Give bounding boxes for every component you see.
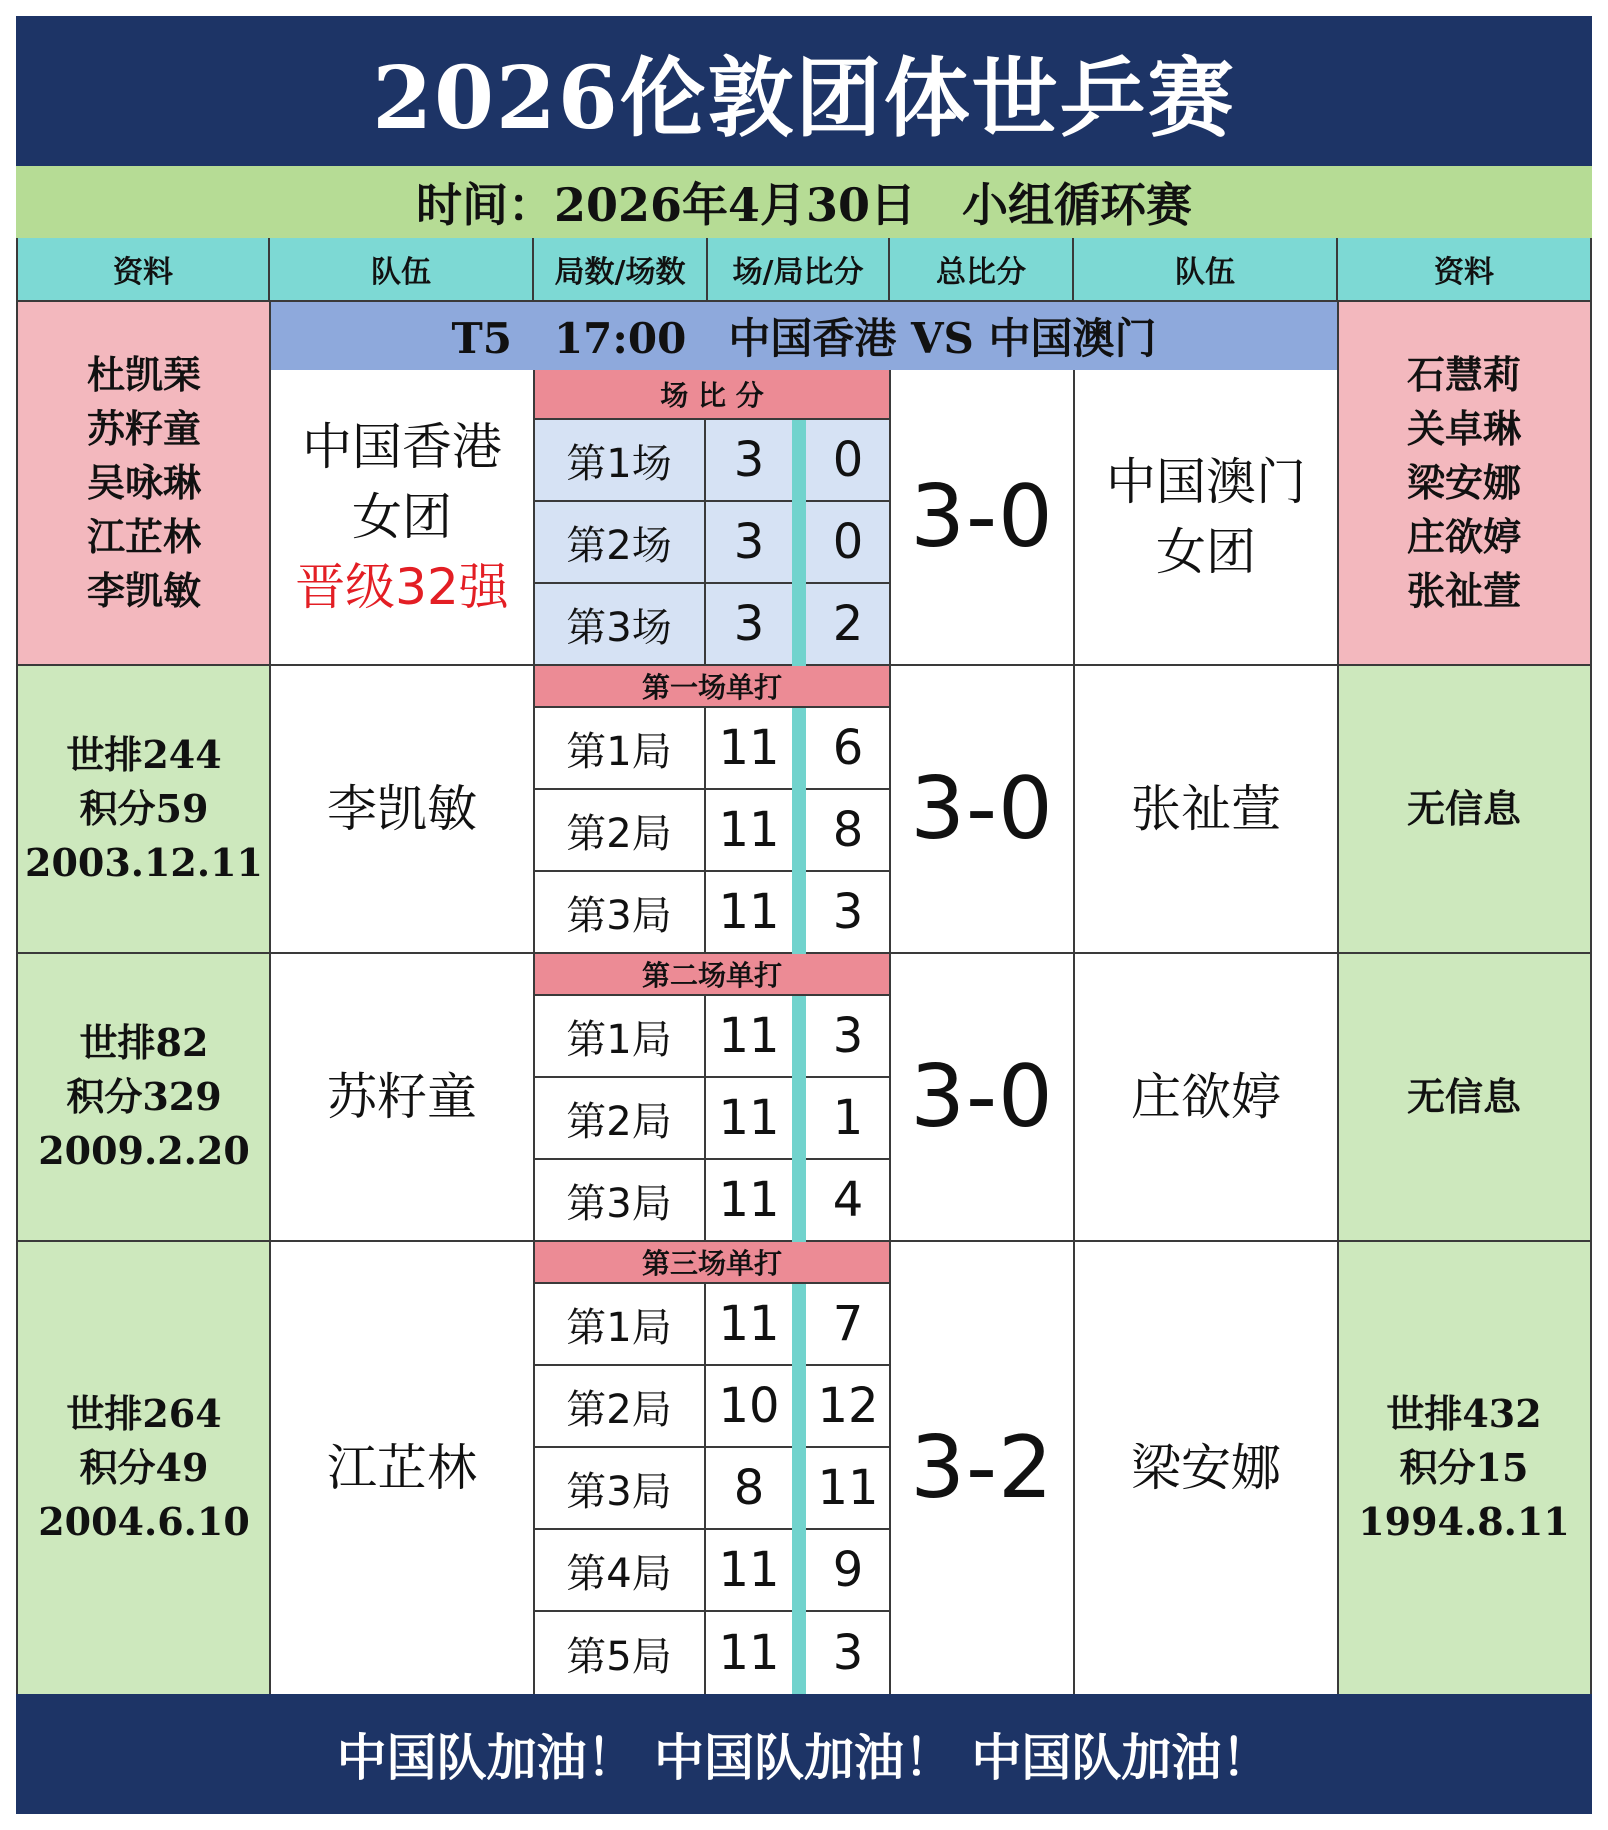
player-name-left: 苏籽童 bbox=[270, 954, 534, 1242]
player-name-right: 庄欲婷 bbox=[1074, 954, 1338, 1242]
right-team-roster: 石慧莉 关卓琳 梁安娜 庄欲婷 张祉萱 bbox=[1338, 302, 1592, 666]
game-label: 第2局 bbox=[534, 790, 706, 872]
left-team-name: 中国香港 bbox=[302, 418, 502, 476]
player-info-right: 无信息 bbox=[1338, 954, 1592, 1242]
match-row-score-right: 0 bbox=[806, 502, 890, 584]
match-row-label: 第2场 bbox=[534, 502, 706, 584]
match-row-score-right: 0 bbox=[806, 420, 890, 502]
game-label: 第2局 bbox=[534, 1366, 706, 1448]
singles-title: 第二场单打 bbox=[534, 954, 890, 996]
match-row-label: 第1场 bbox=[534, 420, 706, 502]
game-score-left: 11 bbox=[706, 996, 792, 1078]
singles-total-score: 3-2 bbox=[910, 1418, 1054, 1518]
game-score-right: 3 bbox=[806, 996, 890, 1078]
game-label: 第3局 bbox=[534, 872, 706, 954]
game-score-right: 3 bbox=[832, 1625, 864, 1681]
player-name-left: 李凯敏 bbox=[270, 666, 534, 954]
game-score-right: 1 bbox=[806, 1078, 890, 1160]
header-team-right: 队伍 bbox=[1074, 238, 1338, 302]
game-label: 第3局 bbox=[534, 1448, 706, 1530]
left-team-roster: 杜凯琹 苏籽童 吴咏琳 江芷林 李凯敏 bbox=[16, 302, 270, 666]
grid-line bbox=[889, 370, 891, 1694]
game-label: 第1局 bbox=[534, 996, 706, 1078]
game-score-left: 11 bbox=[706, 1284, 792, 1366]
left-team-type: 女团 bbox=[352, 488, 452, 546]
game-score-right: 6 bbox=[806, 708, 890, 790]
header-total-score: 总比分 bbox=[890, 238, 1074, 302]
game-score-left: 11 bbox=[706, 1530, 792, 1612]
player-info-right: 世排432 积分15 1994.8.11 bbox=[1338, 1242, 1592, 1694]
match-row-score-left: 3 bbox=[706, 502, 792, 584]
grid-line bbox=[269, 302, 271, 1694]
game-score-right: 11 bbox=[806, 1448, 890, 1530]
grid-line bbox=[533, 370, 535, 1694]
game-score-left: 11 bbox=[718, 1625, 780, 1681]
right-team-type: 女团 bbox=[1156, 523, 1256, 581]
game-score-left: 11 bbox=[706, 790, 792, 872]
right-team-name: 中国澳门 bbox=[1106, 453, 1306, 511]
player-info-left: 世排82 积分329 2009.2.20 bbox=[16, 954, 270, 1242]
game-label: 第3局 bbox=[534, 1160, 706, 1242]
player-name-right: 梁安娜 bbox=[1131, 1439, 1281, 1497]
match-row-score-right: 2 bbox=[806, 584, 890, 666]
game-score-left: 11 bbox=[706, 1160, 792, 1242]
grid-line bbox=[1337, 302, 1339, 1694]
header-info-right: 资料 bbox=[1338, 238, 1592, 302]
game-score-right: 9 bbox=[806, 1530, 890, 1612]
header-info-left: 资料 bbox=[16, 238, 270, 302]
match-row-score-left: 3 bbox=[706, 420, 792, 502]
game-score-right: 8 bbox=[806, 790, 890, 872]
player-info-right: 无信息 bbox=[1338, 666, 1592, 954]
game-label: 第4局 bbox=[534, 1530, 706, 1612]
game-score-left: 10 bbox=[706, 1366, 792, 1448]
score-divider bbox=[792, 708, 806, 954]
game-label: 第5局 bbox=[534, 1612, 706, 1694]
game-score-left: 11 bbox=[706, 1078, 792, 1160]
match-row-score-left: 3 bbox=[706, 584, 792, 666]
subtitle-bar: 时间：2026年4月30日 小组循环赛 bbox=[16, 166, 1592, 238]
game-score-right: 7 bbox=[806, 1284, 890, 1366]
page-title: 2026伦敦团体世乒赛 bbox=[16, 16, 1592, 166]
singles-total-score: 3-0 bbox=[890, 666, 1074, 954]
score-divider bbox=[792, 420, 806, 666]
game-score-left: 8 bbox=[706, 1448, 792, 1530]
qualified-status: 晋级32强 bbox=[295, 558, 509, 616]
game-score-right: 12 bbox=[806, 1366, 890, 1448]
match-row-label: 第3场 bbox=[534, 584, 706, 666]
game-label: 第2局 bbox=[534, 1078, 706, 1160]
right-team-cell bbox=[1074, 370, 1338, 666]
game-score-left: 11 bbox=[706, 708, 792, 790]
header-game-score: 场/局比分 bbox=[708, 238, 890, 302]
score-divider bbox=[792, 1284, 806, 1694]
header-team-left: 队伍 bbox=[270, 238, 534, 302]
match-header: T5 17:00 中国香港 VS 中国澳门 bbox=[270, 302, 1338, 370]
left-team-cell bbox=[270, 370, 534, 666]
player-info-left: 世排264 积分49 2004.6.10 bbox=[16, 1242, 270, 1694]
player-name-left: 江芷林 bbox=[327, 1439, 477, 1497]
game-score-right: 3 bbox=[806, 872, 890, 954]
player-info-left: 世排244 积分59 2003.12.11 bbox=[16, 666, 270, 954]
score-divider bbox=[792, 996, 806, 1242]
footer-cheer: 中国队加油！ 中国队加油！ 中国队加油！ bbox=[16, 1694, 1592, 1814]
game-label: 第1局 bbox=[534, 1284, 706, 1366]
singles-total-score: 3-0 bbox=[890, 954, 1074, 1242]
singles-title: 第三场单打 bbox=[534, 1242, 890, 1284]
singles-title: 第一场单打 bbox=[534, 666, 890, 708]
match-total-score: 3-0 bbox=[890, 370, 1074, 666]
grid-line bbox=[1073, 370, 1075, 1694]
match-section-title: 场 比 分 bbox=[534, 370, 890, 420]
player-name-right: 张祉萱 bbox=[1074, 666, 1338, 954]
game-score-left: 11 bbox=[706, 872, 792, 954]
game-score-right: 4 bbox=[806, 1160, 890, 1242]
game-label: 第1局 bbox=[534, 708, 706, 790]
header-games: 局数/场数 bbox=[534, 238, 708, 302]
